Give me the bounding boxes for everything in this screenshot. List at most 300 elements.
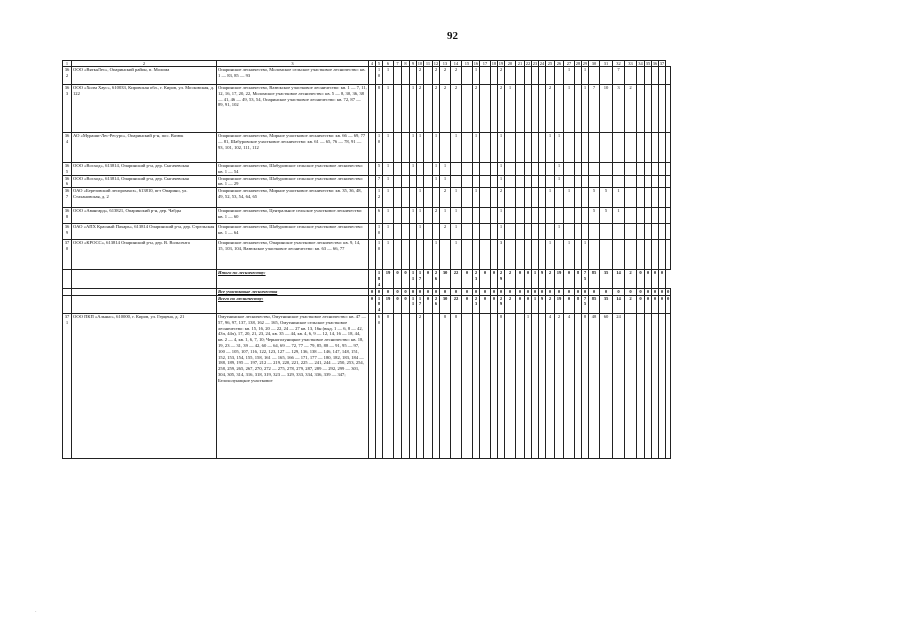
- value-cell: 4: [546, 313, 555, 458]
- value-cell: 1: [613, 188, 625, 208]
- organization-cell: ООО «Холм Хаус», 610033, Кировская обл., г. Киров, ул. Московская, д. 122: [72, 85, 217, 133]
- value-cell: 1: [440, 175, 451, 188]
- value-cell: [525, 67, 532, 85]
- value-cell: [402, 240, 410, 270]
- summary-value: 0: [491, 288, 498, 295]
- value-cell: 5: [589, 208, 600, 224]
- value-cell: [659, 188, 666, 208]
- value-cell: [637, 163, 645, 176]
- summary-value: 0: [659, 295, 666, 313]
- value-cell: [652, 175, 659, 188]
- value-cell: [369, 224, 376, 240]
- value-cell: [516, 313, 525, 458]
- row-number: 371: [63, 313, 72, 458]
- value-cell: [424, 85, 433, 133]
- summary-value: 0: [394, 295, 402, 313]
- value-cell: [625, 133, 637, 163]
- value-cell: [613, 224, 625, 240]
- value-cell: 2: [498, 188, 505, 208]
- value-cell: [625, 240, 637, 270]
- value-cell: 5: [600, 188, 613, 208]
- value-cell: [652, 240, 659, 270]
- value-cell: 7: [589, 85, 600, 133]
- value-cell: [589, 67, 600, 85]
- summary-value: 0: [637, 288, 645, 295]
- value-cell: [652, 313, 659, 458]
- value-cell: 2: [440, 188, 451, 208]
- summary-value: 0: [637, 270, 645, 288]
- value-cell: 5: [600, 208, 613, 224]
- value-cell: [417, 240, 424, 270]
- summary-value: 35: [600, 295, 613, 313]
- value-cell: [613, 240, 625, 270]
- value-cell: 24: [613, 313, 625, 458]
- value-cell: [564, 133, 575, 163]
- value-cell: 1: [383, 175, 394, 188]
- value-cell: [555, 188, 564, 208]
- forestry-description-cell: Опаринское лесничество, Моломское сельское участковое лесничество: кв. 1 — 83, 85 — 93: [217, 67, 369, 85]
- value-cell: 1: [555, 163, 564, 176]
- value-cell: 1: [440, 208, 451, 224]
- value-cell: [525, 208, 532, 224]
- value-cell: 1: [555, 175, 564, 188]
- value-cell: [462, 85, 473, 133]
- value-cell: 1: [582, 67, 589, 85]
- value-cell: 1: [555, 133, 564, 163]
- value-cell: 3: [613, 85, 625, 133]
- value-cell: 60: [376, 313, 383, 458]
- value-cell: [652, 67, 659, 85]
- summary-value: 0: [555, 288, 564, 295]
- value-cell: [659, 313, 666, 458]
- value-cell: [480, 224, 491, 240]
- value-cell: [491, 208, 498, 224]
- value-cell: [491, 163, 498, 176]
- value-cell: [589, 224, 600, 240]
- column-number: 17: [480, 61, 491, 67]
- value-cell: 7: [613, 67, 625, 85]
- column-number: 12: [433, 61, 439, 66]
- value-cell: [480, 163, 491, 176]
- value-cell: 1: [433, 133, 440, 163]
- summary-row: [63, 270, 671, 288]
- value-cell: [369, 188, 376, 208]
- value-cell: [659, 133, 666, 163]
- value-cell: [480, 313, 491, 458]
- summary-value: 17: [417, 295, 424, 313]
- value-cell: [532, 85, 539, 133]
- summary-value: 0: [402, 288, 410, 295]
- column-number: 27: [564, 61, 575, 67]
- row-number: 370: [63, 240, 72, 270]
- value-cell: [637, 67, 645, 85]
- value-cell: 8: [498, 313, 505, 458]
- summary-value: 0: [417, 288, 424, 295]
- forestry-description-cell: Опаринское лесничество, Мирное участковое лесничество: кв. 66 — 69, 77 — 81, Шабуровское участковое лесничество: кв. 61 — 65, 76 — 78, 91 — 93, 101, 102, 111, 112: [217, 133, 369, 163]
- value-cell: [394, 208, 402, 224]
- value-cell: [505, 208, 516, 224]
- column-number: 31: [600, 61, 613, 67]
- value-cell: [555, 85, 564, 133]
- summary-value: 0: [410, 288, 417, 295]
- value-cell: [625, 224, 637, 240]
- value-cell: [637, 133, 645, 163]
- organization-cell: АО «Мураши-Лес-Ресурс», Опаринский р-н, пос. Вазюк: [72, 133, 217, 163]
- value-cell: [539, 240, 546, 270]
- value-cell: [505, 67, 516, 85]
- organization-cell: ОАО «Березовский леспромхоз», 613810, пгт Опарино, ул. Стахановская, д. 2: [72, 188, 217, 208]
- value-cell: 8: [451, 313, 462, 458]
- value-cell: 1: [498, 175, 505, 188]
- value-cell: [402, 175, 410, 188]
- summary-row: [63, 288, 671, 295]
- organization-cell: ООО «Восход», 613814, Опаринский р-н, дер. Сыгачевская: [72, 163, 217, 176]
- value-cell: [505, 163, 516, 176]
- summary-value: 11: [410, 270, 417, 288]
- value-cell: [462, 188, 473, 208]
- stray-mark: ·: [35, 610, 37, 615]
- value-cell: [613, 163, 625, 176]
- value-cell: 2: [473, 85, 480, 133]
- value-cell: [600, 175, 613, 188]
- empty-cell: [72, 270, 217, 288]
- value-cell: [394, 67, 402, 85]
- summary-value: 0: [394, 270, 402, 288]
- value-cell: [539, 133, 546, 163]
- value-cell: [402, 67, 410, 85]
- value-cell: [546, 208, 555, 224]
- summary-value: 19: [555, 295, 564, 313]
- value-cell: 1: [433, 175, 440, 188]
- summary-value: 85: [589, 295, 600, 313]
- value-cell: [394, 313, 402, 458]
- data-table: [62, 60, 671, 459]
- value-cell: 2: [433, 85, 440, 133]
- organization-cell: ОАО «АПХ Красный Пахарь», 613814 Опаринский р-н, дер. Стрельская: [72, 224, 217, 240]
- empty-cell: [63, 288, 72, 295]
- value-cell: [652, 133, 659, 163]
- value-cell: 10: [600, 85, 613, 133]
- summary-value: 0: [532, 288, 539, 295]
- value-cell: [575, 224, 582, 240]
- value-cell: [659, 85, 666, 133]
- value-cell: [473, 224, 480, 240]
- value-cell: [555, 208, 564, 224]
- value-cell: 48: [589, 313, 600, 458]
- value-cell: [462, 224, 473, 240]
- column-number: 10: [417, 61, 423, 66]
- value-cell: [564, 208, 575, 224]
- value-cell: [546, 175, 555, 188]
- forestry-description-cell: Опаринское лесничество, Шабуровское сельское участковое лесничество: кв. 1 — 54: [217, 163, 369, 176]
- value-cell: [532, 175, 539, 188]
- summary-value: 184: [376, 295, 383, 313]
- value-cell: [480, 133, 491, 163]
- value-cell: 6: [376, 208, 383, 224]
- value-cell: [575, 188, 582, 208]
- value-cell: [659, 163, 666, 176]
- summary-value: 30: [440, 270, 451, 288]
- value-cell: [369, 240, 376, 270]
- value-cell: 1: [613, 208, 625, 224]
- summary-value: 0: [600, 288, 613, 295]
- value-cell: [525, 240, 532, 270]
- value-cell: [532, 188, 539, 208]
- value-cell: [600, 67, 613, 85]
- value-cell: [402, 224, 410, 240]
- value-cell: [480, 240, 491, 270]
- value-cell: 1: [473, 67, 480, 85]
- value-cell: [480, 85, 491, 133]
- value-cell: [491, 133, 498, 163]
- summary-value: 0: [645, 295, 652, 313]
- value-cell: [433, 224, 440, 240]
- value-cell: [516, 163, 525, 176]
- summary-value: 0: [424, 288, 433, 295]
- row-number: 362: [63, 67, 72, 85]
- value-cell: [410, 313, 417, 458]
- value-cell: [666, 85, 671, 133]
- value-cell: [625, 188, 637, 208]
- value-cell: 2: [440, 224, 451, 240]
- value-cell: [516, 67, 525, 85]
- value-cell: [666, 133, 671, 163]
- summary-value: 0: [613, 288, 625, 295]
- value-cell: [402, 208, 410, 224]
- value-cell: [410, 240, 417, 270]
- column-number: 33: [625, 61, 637, 67]
- column-number: 32: [613, 61, 625, 67]
- summary-value: 2: [505, 295, 516, 313]
- value-cell: [410, 188, 417, 208]
- value-cell: [637, 188, 645, 208]
- summary-value: 0: [440, 288, 451, 295]
- value-cell: [575, 175, 582, 188]
- summary-label: Итого по лесничеству:: [217, 270, 369, 288]
- value-cell: [575, 133, 582, 163]
- value-cell: [516, 240, 525, 270]
- value-cell: [645, 313, 652, 458]
- column-number: 16: [473, 61, 479, 66]
- value-cell: [575, 208, 582, 224]
- value-cell: [546, 67, 555, 85]
- value-cell: [589, 240, 600, 270]
- value-cell: [600, 240, 613, 270]
- summary-value: 0: [451, 288, 462, 295]
- value-cell: [659, 208, 666, 224]
- value-cell: [532, 240, 539, 270]
- value-cell: [532, 208, 539, 224]
- value-cell: 4: [564, 313, 575, 458]
- summary-value: 9: [539, 295, 546, 313]
- value-cell: [433, 313, 440, 458]
- value-cell: [525, 163, 532, 176]
- value-cell: [652, 224, 659, 240]
- empty-cell: [63, 270, 72, 288]
- value-cell: [532, 163, 539, 176]
- value-cell: [525, 224, 532, 240]
- summary-value: 184: [376, 270, 383, 288]
- value-cell: [625, 313, 637, 458]
- value-cell: 8: [376, 85, 383, 133]
- organization-cell: ООО «Авангард», 613821, Опаринский р-н, дер. Чабды: [72, 208, 217, 224]
- summary-value: 29: [498, 295, 505, 313]
- value-cell: [645, 175, 652, 188]
- value-cell: [532, 224, 539, 240]
- value-cell: [575, 67, 582, 85]
- value-cell: [532, 67, 539, 85]
- summary-value: 0: [575, 288, 582, 295]
- value-cell: 2: [417, 313, 424, 458]
- value-cell: [625, 67, 637, 85]
- summary-value: 85: [589, 270, 600, 288]
- value-cell: 3: [498, 240, 505, 270]
- value-cell: 2: [440, 67, 451, 85]
- value-cell: 1: [451, 224, 462, 240]
- value-cell: [462, 133, 473, 163]
- value-cell: [600, 133, 613, 163]
- value-cell: 2: [451, 85, 462, 133]
- value-cell: [582, 175, 589, 188]
- value-cell: 1: [451, 188, 462, 208]
- summary-value: 75: [582, 270, 589, 288]
- column-number: 18: [491, 61, 497, 66]
- value-cell: [525, 188, 532, 208]
- summary-value: 0: [625, 288, 637, 295]
- summary-value: 26: [433, 295, 440, 313]
- forestry-description-cell: Опаринское лесничество, Центральное сельское участковое лесничество: кв. 1 — 60: [217, 208, 369, 224]
- table-row: [63, 67, 671, 85]
- value-cell: 1: [498, 163, 505, 176]
- value-cell: [600, 163, 613, 176]
- value-cell: 1: [410, 208, 417, 224]
- table-row: [63, 175, 671, 188]
- value-cell: 1: [451, 133, 462, 163]
- value-cell: 10: [376, 224, 383, 240]
- organization-cell: ООО «Восход», 613814, Опаринский р-н, дер. Сыгачевская: [72, 175, 217, 188]
- value-cell: [424, 188, 433, 208]
- summary-value: 0: [424, 295, 433, 313]
- summary-value: 1: [532, 270, 539, 288]
- value-cell: 1: [498, 208, 505, 224]
- value-cell: [394, 224, 402, 240]
- summary-value: 23: [473, 295, 480, 313]
- column-number: 26: [555, 61, 564, 67]
- value-cell: 2: [451, 67, 462, 85]
- row-number: 363: [63, 85, 72, 133]
- summary-value: 0: [462, 270, 473, 288]
- table-row: [63, 240, 671, 270]
- value-cell: [424, 224, 433, 240]
- value-cell: [539, 188, 546, 208]
- summary-value: 0: [667, 288, 670, 294]
- value-cell: [516, 175, 525, 188]
- value-cell: [625, 175, 637, 188]
- summary-value: 0: [433, 288, 440, 295]
- value-cell: [637, 175, 645, 188]
- value-cell: [539, 85, 546, 133]
- value-cell: [589, 163, 600, 176]
- summary-value: 0: [652, 270, 659, 288]
- value-cell: [417, 163, 424, 176]
- summary-value: 26: [433, 270, 440, 288]
- summary-value: 0: [498, 288, 505, 295]
- value-cell: [369, 208, 376, 224]
- column-number: 14: [451, 61, 462, 67]
- value-cell: [589, 175, 600, 188]
- value-cell: 7: [376, 175, 383, 188]
- summary-value: 22: [451, 295, 462, 313]
- value-cell: [659, 224, 666, 240]
- table-row: [63, 188, 671, 208]
- summary-value: 0: [462, 288, 473, 295]
- value-cell: [555, 67, 564, 85]
- summary-value: 14: [613, 270, 625, 288]
- column-number: 37: [659, 61, 665, 66]
- value-cell: [666, 188, 671, 208]
- value-cell: [539, 224, 546, 240]
- value-cell: 60: [600, 313, 613, 458]
- summary-value: 0: [546, 288, 555, 295]
- value-cell: 1: [582, 240, 589, 270]
- value-cell: [440, 133, 451, 163]
- summary-value: 0: [369, 295, 376, 313]
- column-number: 1: [63, 61, 72, 67]
- value-cell: [582, 208, 589, 224]
- value-cell: [491, 67, 498, 85]
- summary-value: 0: [505, 288, 516, 295]
- value-cell: [652, 163, 659, 176]
- summary-value: 0: [473, 288, 480, 295]
- column-number: 9: [410, 61, 417, 67]
- value-cell: [480, 175, 491, 188]
- value-cell: [505, 175, 516, 188]
- value-cell: [402, 188, 410, 208]
- value-cell: 12: [376, 188, 383, 208]
- value-cell: [666, 208, 671, 224]
- value-cell: 1: [473, 133, 480, 163]
- value-cell: [582, 224, 589, 240]
- value-cell: [473, 208, 480, 224]
- value-cell: [539, 175, 546, 188]
- value-cell: 1: [564, 85, 575, 133]
- value-cell: 1: [564, 188, 575, 208]
- value-cell: [410, 175, 417, 188]
- value-cell: 8: [440, 313, 451, 458]
- summary-value: 0: [480, 288, 491, 295]
- value-cell: [613, 133, 625, 163]
- summary-value: 0: [582, 288, 589, 295]
- value-cell: 1: [555, 224, 564, 240]
- value-cell: 2: [417, 85, 424, 133]
- value-cell: [613, 175, 625, 188]
- value-cell: 1: [410, 133, 417, 163]
- summary-value: 0: [491, 270, 498, 288]
- value-cell: [645, 163, 652, 176]
- value-cell: [637, 85, 645, 133]
- value-cell: 1: [451, 208, 462, 224]
- summary-value: 0: [525, 295, 532, 313]
- value-cell: 2: [440, 85, 451, 133]
- value-cell: [480, 188, 491, 208]
- row-number: 369: [63, 224, 72, 240]
- column-number: 23: [532, 61, 538, 66]
- value-cell: [394, 85, 402, 133]
- column-number: 11: [424, 61, 433, 67]
- value-cell: [417, 175, 424, 188]
- row-number: 368: [63, 208, 72, 224]
- summary-value: 23: [473, 270, 480, 288]
